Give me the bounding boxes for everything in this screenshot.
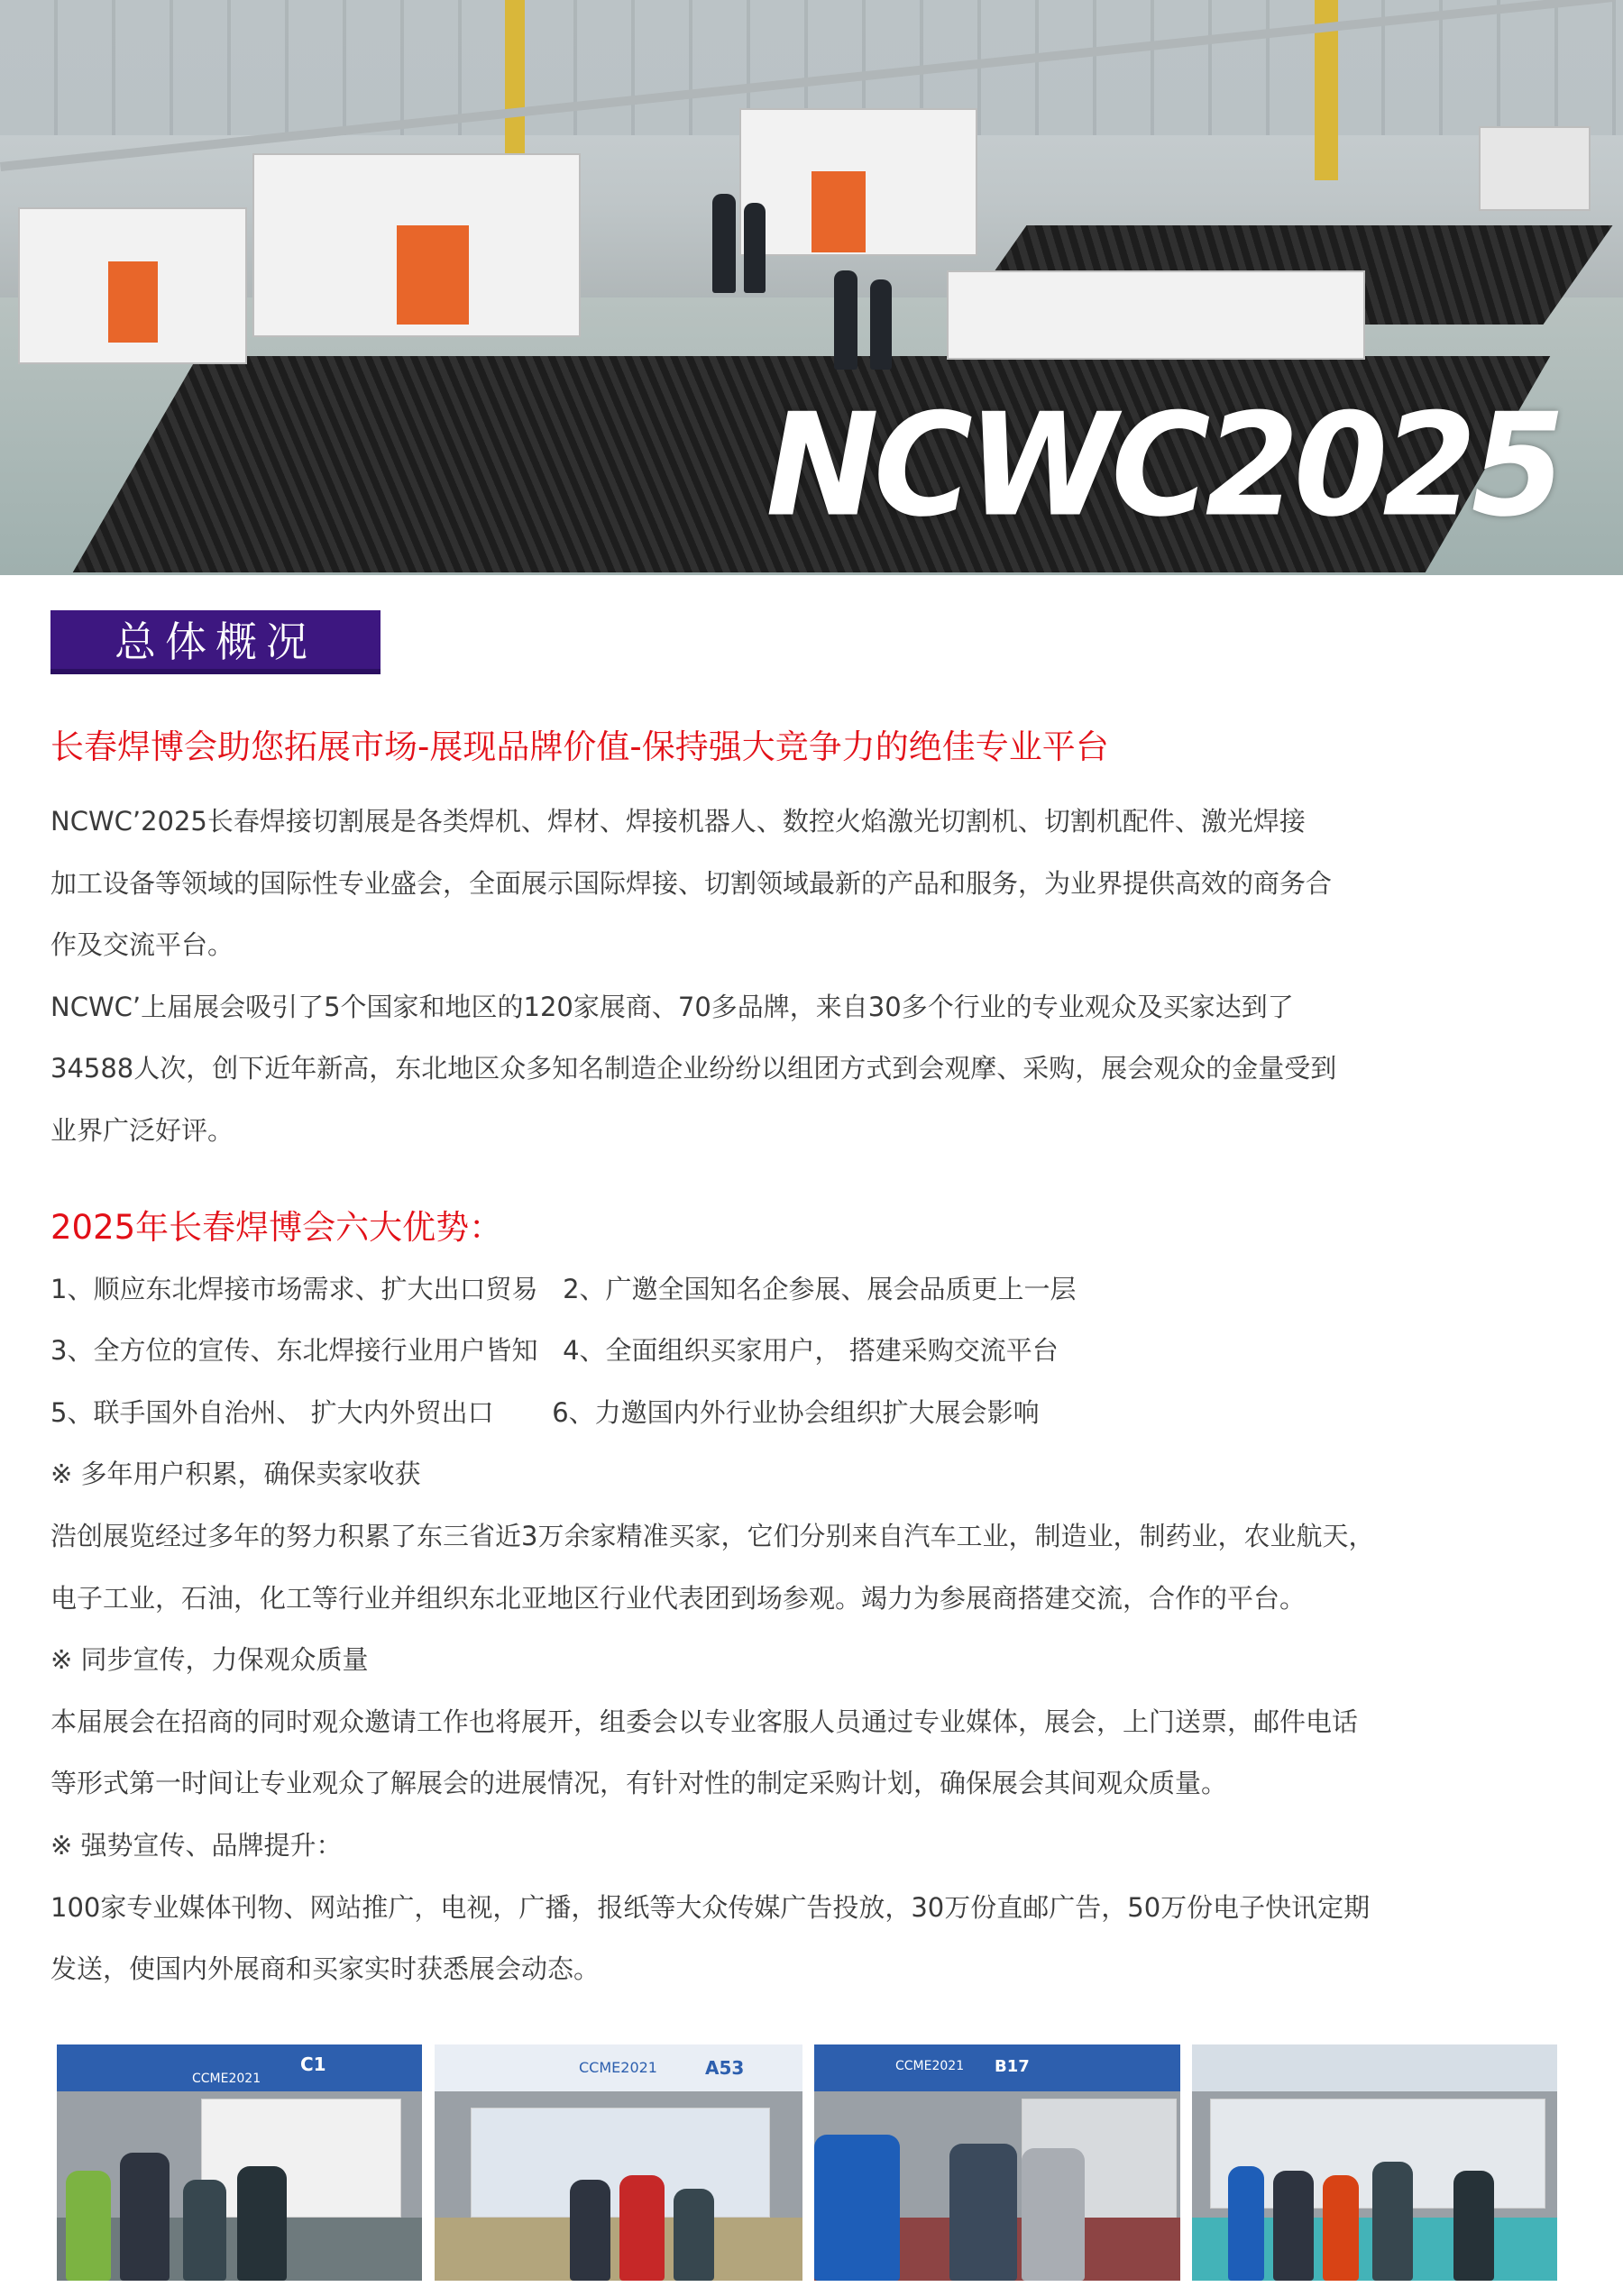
visitor: [949, 2144, 1017, 2281]
detail-heading: ※ 强势宣传、品牌提升：: [50, 1830, 343, 1861]
visitor: [619, 2175, 665, 2281]
booth-code: B17: [995, 2057, 1030, 2076]
banner-text: CCME2021: [895, 2059, 965, 2073]
visitor: [66, 2171, 111, 2281]
intro-line: 作及交流平台。: [50, 929, 234, 960]
booth-wall: [201, 2099, 401, 2218]
banner-text: CCME2021: [192, 2072, 261, 2086]
visitor: [1372, 2162, 1413, 2281]
hero-title: NCWC2025: [766, 383, 1560, 549]
photo-floor: [435, 2218, 802, 2281]
visitor: [1022, 2148, 1085, 2281]
laser-gantry: [947, 270, 1365, 360]
booth-banner: [814, 2044, 1180, 2091]
booth-banner: [435, 2044, 802, 2091]
section-label: [50, 610, 381, 674]
detail-heading: ※ 同步宣传，力保观众质量: [50, 1644, 369, 1675]
exhibition-photo: [57, 2044, 422, 2281]
intro-line: 业界广泛好评。: [50, 1115, 234, 1146]
enclosure-panel: [397, 225, 469, 325]
detail-line: 浩创展览经过多年的努力积累了东三省近3万余家精准买家，它们分别来自汽车工业，制造业，制药业，农业航天，: [50, 1521, 1375, 1551]
enclosure-panel-left: [108, 261, 158, 343]
worker: [712, 194, 736, 293]
visitor: [120, 2153, 170, 2281]
detail-line: 发送，使国内外展商和买家实时获悉展会动态。: [50, 1953, 601, 1984]
detail-line: 等形式第一时间让专业观众了解展会的进展情况，有针对性的制定采购计划，确保展会其间观众质量。: [50, 1768, 1228, 1798]
detail-line: 本届展会在招商的同时观众邀请工作也将展开，组委会以专业客服人员通过专业媒体，展会，上门送票，邮件电话: [50, 1706, 1359, 1737]
worker: [834, 270, 857, 370]
booth-banner: [1192, 2044, 1557, 2091]
advantage-line: 5、联手国外自治州、 扩大内外贸出口 6、力邀国内外行业协会组织扩大展会影响: [50, 1397, 1040, 1428]
booth-code: A53: [705, 2057, 745, 2079]
detail-line: 电子工业，石油，化工等行业并组织东北亚地区行业代表团到场参观。竭力为参展商搭建交流，合作的平台。: [50, 1583, 1307, 1614]
intro-line: NCWC’上届展会吸引了5个国家和地区的120家展商、70多品牌，来自30多个行业的专业观众及买家达到了: [50, 992, 1294, 1022]
worker: [870, 279, 892, 370]
headline: 长春焊博会助您拓展市场-展现品牌价值-保持强大竞争力的绝佳专业平台: [50, 727, 1109, 766]
advantage-line: 1、顺应东北焊接市场需求、扩大出口贸易 2、广邀全国知名企参展、展会品质更上一层: [50, 1274, 1077, 1304]
exhibition-photo: [1192, 2044, 1557, 2281]
visitor: [1273, 2171, 1314, 2281]
hero-image: [0, 0, 1623, 575]
visitor: [1453, 2171, 1494, 2281]
intro-line: NCWC’2025长春焊接切割展是各类焊机、焊材、焊接机器人、数控火焰激光切割机、切割机配件、激光焊接: [50, 806, 1306, 837]
advantage-line: 3、全方位的宣传、东北焊接行业用户皆知 4、全面组织买家用户， 搭建采购交流平台: [50, 1335, 1059, 1366]
visitor: [674, 2189, 714, 2281]
detail-heading: ※ 多年用户积累，确保卖家收获: [50, 1459, 421, 1489]
visitor: [183, 2180, 226, 2281]
visitor: [570, 2180, 610, 2281]
exhibition-photo: [814, 2044, 1180, 2281]
booth-banner: [57, 2044, 422, 2091]
banner-text: CCME2021: [579, 2059, 657, 2076]
worker: [744, 203, 766, 293]
section-label-text: 总体概况: [115, 617, 316, 666]
rear-machine: [1479, 126, 1591, 211]
visitor: [814, 2135, 900, 2281]
advantages-heading: 2025年长春焊博会六大优势：: [50, 1208, 503, 1247]
exhibition-photo: [435, 2044, 802, 2281]
intro-line: 加工设备等领域的国际性专业盛会，全面展示国际焊接、切割领域最新的产品和服务，为业界提供高效的商务合: [50, 868, 1333, 899]
detail-line: 100家专业媒体刊物、网站推广，电视，广播，报纸等大众传媒广告投放，30万份直邮广告，50万份电子快讯定期: [50, 1892, 1371, 1923]
visitor: [1228, 2166, 1264, 2281]
cabinet-panel: [812, 171, 866, 252]
intro-line: 34588人次，创下近年新高，东北地区众多知名制造企业纷纷以组团方式到会观摩、采购，展会观众的金量受到: [50, 1053, 1337, 1084]
booth-code: C1: [300, 2054, 326, 2075]
visitor: [1323, 2175, 1359, 2281]
visitor: [237, 2166, 287, 2281]
